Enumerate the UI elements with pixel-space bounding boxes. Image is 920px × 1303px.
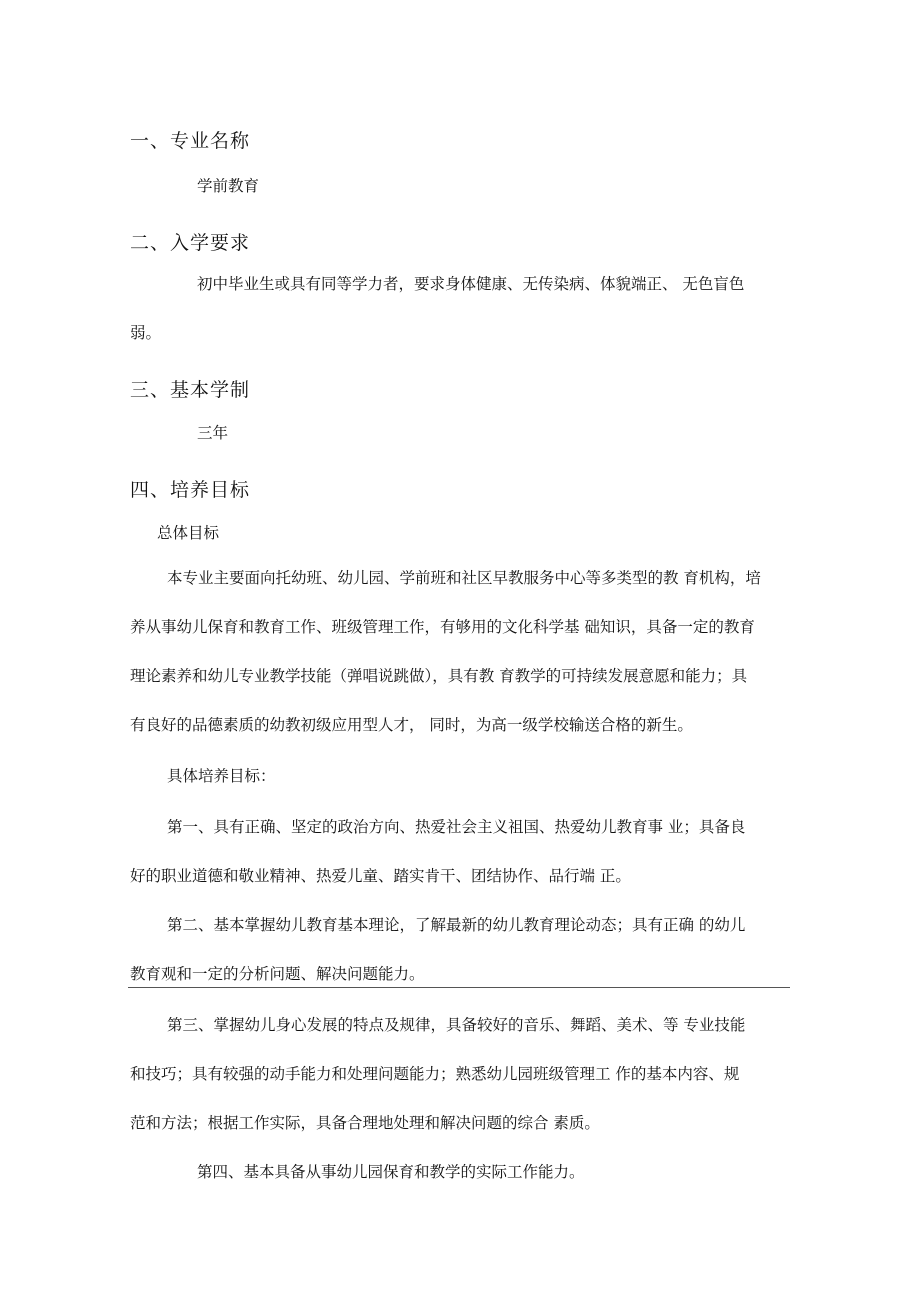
goal-line: 第二、基本掌握幼儿教育基本理论，了解最新的幼儿教育理论动态；具有正确 的幼儿 [167, 916, 746, 934]
section-heading-objectives: 四、培养目标 [130, 479, 251, 501]
section-heading-major-name: 一、专业名称 [130, 130, 251, 152]
admission-paragraph [130, 260, 790, 358]
goal-line: 和技巧；具有较强的动手能力和处理问题能力；熟悉幼儿园班级管理工 作的基本内容、规 [130, 1065, 740, 1083]
goal-line: 第三、掌握幼儿身心发展的特点及规律，具备较好的音乐、舞蹈、美术、等 专业技能 [167, 1016, 746, 1034]
overall-objective-line: 有良好的品德素质的幼教初级应用型人才， 同时，为高一级学校输送合格的新生。 [130, 716, 693, 734]
overall-objective-line: 养从事幼儿保育和教育工作、班级管理工作，有够用的文化科学基 础知识，具备一定的教育 [130, 618, 755, 636]
horizontal-divider [128, 987, 790, 988]
goal-line: 好的职业道德和敬业精神、热爱儿童、踏实肯干、团结协作、品行端 正。 [130, 867, 631, 885]
overall-objective-paragraph [130, 554, 790, 750]
overall-objective-label: 总体目标 [157, 524, 220, 542]
goal-line: 教育观和一定的分析问题、解决问题能力。 [130, 965, 425, 983]
major-name-value: 学前教育 [197, 177, 260, 195]
goal-line: 第四、基本具备从事幼儿园保育和教学的实际工作能力。 [197, 1163, 585, 1181]
goal-line: 第一、具有正确、坚定的政治方向、热爱社会主义祖国、热爱幼儿教育事 业；具备良 [167, 818, 746, 836]
overall-objective-line: 本专业主要面向托幼班、幼儿园、学前班和社区早教服务中心等多类型的教 育机构，培 [167, 569, 761, 587]
specific-objectives-label: 具体培养目标： [167, 767, 276, 785]
goal-line: 范和方法；根据工作实际，具备合理地处理和解决问题的综合 素质。 [130, 1114, 600, 1132]
goal-item-2 [130, 901, 790, 999]
duration-value: 三年 [197, 424, 229, 442]
goal-item-3 [130, 1001, 790, 1148]
overall-objective-line: 理论素养和幼儿专业教学技能（弹唱说跳做），具有教 育教学的可持续发展意愿和能力；具 [130, 667, 748, 685]
admission-line: 弱。 [130, 324, 162, 342]
section-heading-duration: 三、基本学制 [130, 379, 251, 401]
goal-item-1 [130, 803, 790, 901]
admission-line: 初中毕业生或具有同等学力者，要求身体健康、无传染病、体貌端正、 无色盲色 [197, 275, 745, 293]
goal-item-4 [130, 1148, 790, 1197]
section-heading-admission: 二、入学要求 [130, 232, 251, 254]
